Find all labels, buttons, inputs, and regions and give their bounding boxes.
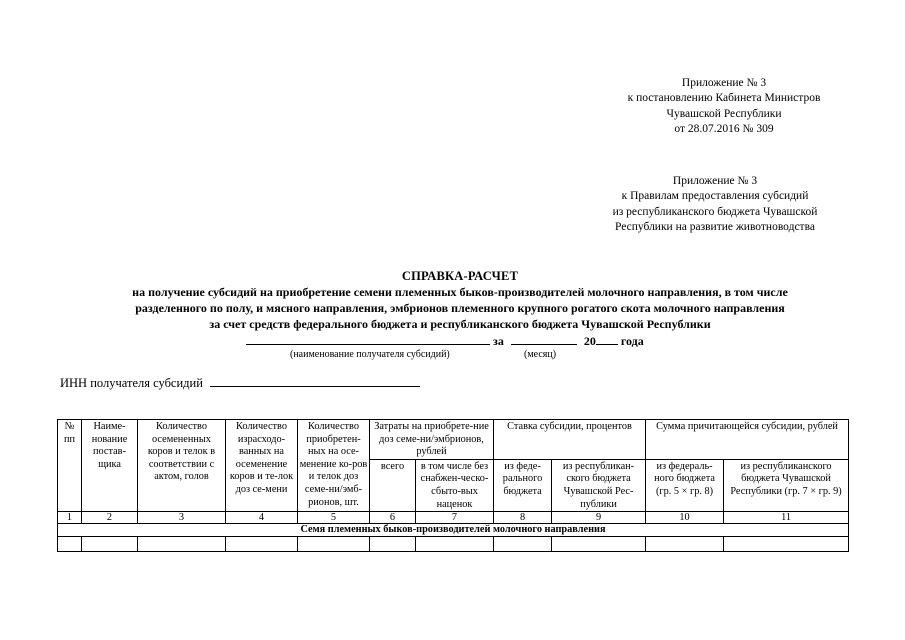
col-header-purchased-doses: Количество приобретен-ных на осе-менение ко-ров и телок доз семе-ни/эмб-рионов, шт. [298,420,370,512]
header-row [58,420,849,460]
section-row [58,524,849,537]
table-cell[interactable] [552,537,646,552]
col-header-amount-federal: из федераль-ного бюджета (гр. 5 × гр. 8) [646,459,724,511]
table-cell[interactable] [298,537,370,552]
column-number: 4 [226,512,298,524]
col-header-total: всего [370,459,416,511]
group-header-rate: Ставка субсидии, процентов [494,420,646,460]
table-cell[interactable] [494,537,552,552]
table-cell[interactable] [82,537,138,552]
table-cell[interactable] [646,537,724,552]
section-title: Семя племенных быков-производителей молочного направления [58,524,849,537]
column-number: 8 [494,512,552,524]
column-number: 3 [138,512,226,524]
table-cell[interactable] [370,537,416,552]
year-prefix: 20 [583,334,596,348]
document-subtitle-line: на получение субсидий на приобретение семени племенных быков-производителей молочного направления, в том числе [132,285,788,299]
month-blank[interactable] [511,333,577,345]
col-header-rate-republic: из республикан-ского бюджета Чувашской Рес-публики [552,459,646,511]
appendix-title: Приложение № 3 [672,175,758,187]
column-number: 1 [58,512,82,524]
column-number: 6 [370,512,416,524]
group-header-amount: Сумма причитающейся субсидии, рублей [646,420,849,460]
table-cell[interactable] [724,537,849,552]
document-subtitle-line: за счет средств федерального бюджета и республиканского бюджета Чувашской Республики [209,317,711,331]
column-number: 9 [552,512,646,524]
col-header-used-doses: Количество израсходо-ванных на осеменение коров и те-лок доз се-мени [226,420,298,512]
appendix-date-number: от 28.07.2016 № 309 [674,123,774,136]
column-number: 5 [298,512,370,524]
appendix-reference: к постановлению Кабинета Министров [627,92,821,105]
appendix-reference: Республики на развитие животноводства [615,221,815,234]
document-title: СПРАВКА-РАСЧЕТ [401,269,519,283]
appendix-block-resolution [596,76,852,138]
year-label: года [620,334,644,348]
table-cell[interactable] [58,537,82,552]
recipient-name-blank[interactable] [246,333,490,345]
col-header-rate-federal: из феде-рального бюджета [494,459,552,511]
column-number-row [58,512,849,524]
table-row [58,537,849,552]
column-number: 2 [82,512,138,524]
appendix-reference: Чувашской Республики [666,107,782,120]
recipient-period-row [246,333,644,349]
table-cell[interactable] [416,537,494,552]
table-cell[interactable] [138,537,226,552]
col-header-without-markup: в том числе без снабжен-ческо-сбыто-вых наценок [416,459,494,511]
appendix-reference: к Правилам предоставления субсидий [621,190,809,203]
col-header-supplier: Наиме-нование постав-щика [82,420,138,512]
appendix-reference: из республиканского бюджета Чувашской [612,205,818,218]
inn-blank[interactable] [210,375,420,387]
column-number: 11 [724,512,849,524]
document-title-block [40,268,880,332]
inn-label: ИНН получателя субсидий [60,376,203,390]
year-blank[interactable] [596,333,618,345]
col-header-number: № пп [58,420,82,512]
appendix-title: Приложение № 3 [681,77,767,89]
for-label: за [493,334,504,348]
column-number: 7 [416,512,494,524]
col-header-inseminated-count: Количество осемененных коров и телок в соответствии с актом, голов [138,420,226,512]
table-cell[interactable] [226,537,298,552]
column-number: 10 [646,512,724,524]
recipient-caption: (наименование получателя субсидий) [290,349,450,360]
col-header-amount-republic: из республиканского бюджета Чувашской Республики (гр. 7 × гр. 9) [724,459,849,511]
inn-row [60,375,420,391]
appendix-block-rules [580,174,850,236]
group-header-costs: Затраты на приобрете-ние доз семе-ни/эмбрионов, рублей [370,420,494,460]
subsidy-calculation-table [57,419,849,552]
month-caption: (месяц) [524,349,557,360]
document-subtitle-line: разделенного по полу, и мясного направления, эмбрионов племенного крупного рогатого скота молочного направления [135,301,785,315]
